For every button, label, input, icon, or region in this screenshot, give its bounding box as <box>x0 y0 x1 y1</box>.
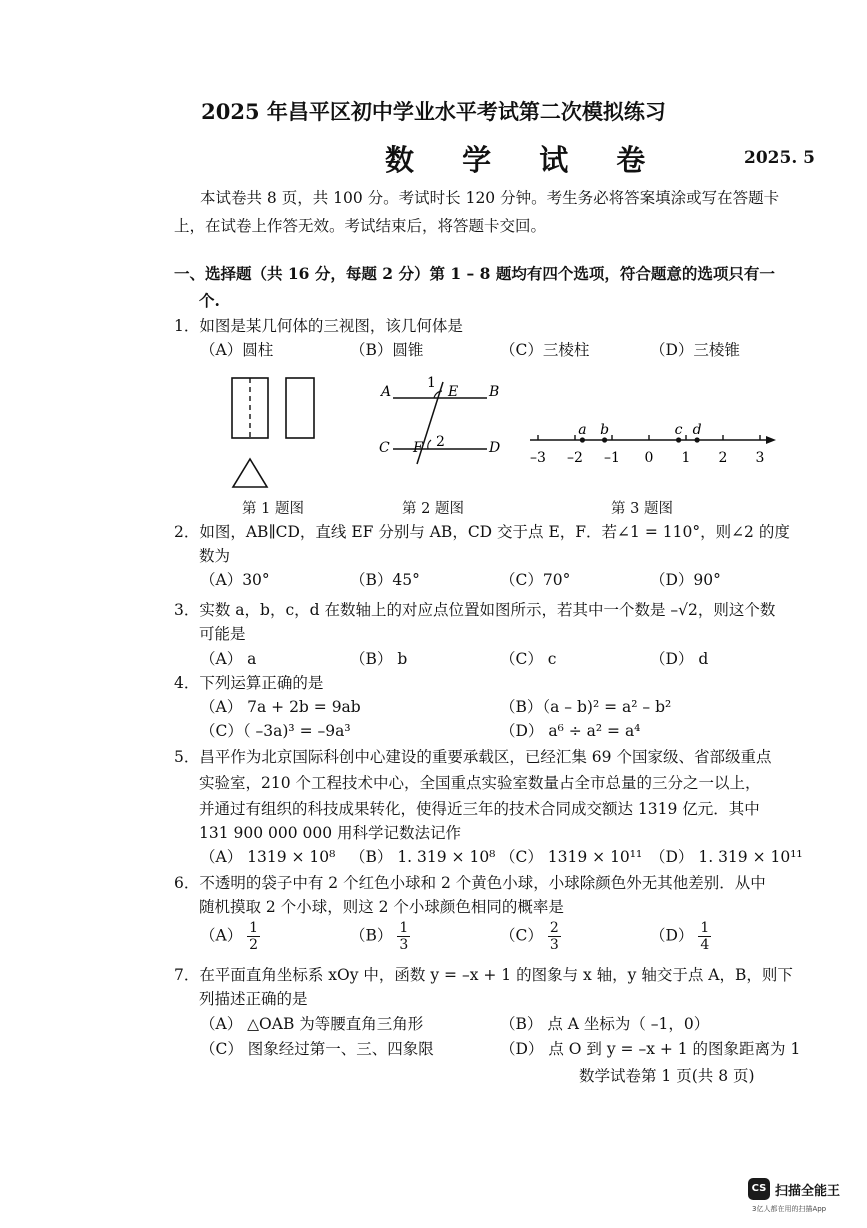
point-a <box>580 437 585 442</box>
tick-label: –1 <box>604 450 620 466</box>
q6-option-c-fraction <box>548 920 561 953</box>
point-b <box>602 437 607 442</box>
caption-figure-1: 第 1 题图 <box>242 501 304 517</box>
section-heading-line-1: 一、选择题（共 16 分，每题 2 分）第 1 – 8 题均有四个选项，符合题意的选项只有一 <box>174 264 775 283</box>
q5-option-d: （D） 1. 319 × 10¹¹ <box>650 848 803 866</box>
tick-label: 2 <box>718 450 728 466</box>
q3-option-c: （C） c <box>500 650 557 668</box>
q6-option-a-label: （A） <box>200 926 243 945</box>
page-footer: 数学试卷第 1 页(共 8 页) <box>579 1067 755 1085</box>
tick-label: –3 <box>530 450 546 466</box>
denominator: 4 <box>700 937 710 953</box>
label-e: E <box>448 384 459 400</box>
subject-title: 数 学 试 卷 <box>385 143 665 177</box>
q5-line-1: 5．昌平作为北京国际科创中心建设的重要承载区，已经汇集 69 个国家级、省部级重点 <box>174 748 772 766</box>
q7-option-d: （D） 点 O 到 y = –x + 1 的图象距离为 1 <box>500 1040 801 1058</box>
instructions-line-2: 上，在试卷上作答无效。考试结束后，将答题卡交回。 <box>174 217 547 235</box>
tick-label: –2 <box>567 450 583 466</box>
numerator: 1 <box>399 920 409 936</box>
q2-option-b: （B）45° <box>350 571 420 589</box>
top-view-triangle <box>233 459 267 487</box>
point-label-b: b <box>600 422 610 438</box>
numerator: 1 <box>249 920 259 936</box>
q6-option-a <box>200 920 260 953</box>
q6-line-1: 6．不透明的袋子中有 2 个红色小球和 2 个黄色小球，小球除颜色外无其他差别．从中 <box>174 874 766 892</box>
q1-option-c: （C）三棱柱 <box>500 341 590 359</box>
point-label-d: d <box>692 422 702 438</box>
q6-option-c <box>500 920 561 953</box>
numerator: 1 <box>700 920 710 936</box>
q5-line-3: 并通过有组织的科技成果转化，使得近三年的技术合同成交额达 1319 亿元．其中 <box>199 800 760 818</box>
scanner-app-name: 扫描全能王 <box>775 1184 841 1199</box>
figure-3-number-line <box>520 420 785 470</box>
q4-option-c: （C）（ –3a)³ = –9a³ <box>200 722 351 740</box>
exam-date: 2025. 5 <box>744 148 815 168</box>
label-d: D <box>489 440 501 456</box>
q4-option-d: （D） a⁶ ÷ a² = a⁴ <box>500 722 641 740</box>
number-line-arrow <box>766 436 776 444</box>
q3-line-1: 3．实数 a，b，c，d 在数轴上的对应点位置如图所示，若其中一个数是 –√2，则这个数 <box>174 601 776 619</box>
q5-line-4: 131 900 000 000 用科学记数法记作 <box>199 824 462 842</box>
label-f: F <box>413 440 423 456</box>
q1-stem: 1．如图是某几何体的三视图，该几何体是 <box>174 317 463 335</box>
q3-option-a: （A） a <box>200 650 257 668</box>
q7-option-c: （C） 图象经过第一、三、四象限 <box>200 1040 434 1058</box>
point-d <box>695 437 700 442</box>
q6-option-c-label: （C） <box>500 926 543 945</box>
denominator: 2 <box>249 937 259 953</box>
label-angle-2: 2 <box>436 434 445 450</box>
q2-line-2: 数为 <box>199 547 231 565</box>
point-label-c: c <box>674 422 683 438</box>
q3-option-d: （D） d <box>650 650 709 668</box>
q1-option-b: （B）圆锥 <box>350 341 424 359</box>
figure-1-three-views <box>225 375 325 493</box>
q5-line-2: 实验室，210 个工程技术中心，全国重点实验室数量占全市总量的三分之一以上， <box>199 774 761 792</box>
caption-figure-3: 第 3 题图 <box>611 501 673 517</box>
label-a: A <box>381 384 392 400</box>
q7-option-b: （B） 点 A 坐标为（ –1，0） <box>500 1015 710 1033</box>
q5-option-c: （C） 1319 × 10¹¹ <box>500 848 643 866</box>
q2-option-c: （C）70° <box>500 571 571 589</box>
q2-line-1: 2．如图，AB∥CD，直线 EF 分别与 AB，CD 交于点 E，F．若∠1 = 110°，则∠2 的度 <box>174 523 790 541</box>
q4-stem: 4．下列运算正确的是 <box>174 674 324 692</box>
q6-option-d-fraction <box>698 920 711 953</box>
q6-option-d <box>650 920 711 953</box>
tick-label: 1 <box>681 450 691 466</box>
scanner-app-logo-icon: CS <box>748 1178 770 1200</box>
angle-2-arc <box>428 440 431 449</box>
q6-option-b <box>350 920 410 953</box>
figure-2-parallel-lines <box>375 372 510 467</box>
q6-option-d-label: （D） <box>650 926 694 945</box>
q5-option-a: （A） 1319 × 10⁸ <box>200 848 336 866</box>
denominator: 3 <box>549 937 559 953</box>
scanner-app-slogan: 3亿人都在用的扫描App <box>752 1205 827 1213</box>
q5-option-b: （B） 1. 319 × 10⁸ <box>350 848 496 866</box>
side-view-rect <box>286 378 314 438</box>
q3-option-b: （B） b <box>350 650 408 668</box>
q7-line-1: 7．在平面直角坐标系 xOy 中，函数 y = –x + 1 的图象与 x 轴，y 轴交于点 A，B，则下 <box>174 966 793 984</box>
caption-figure-2: 第 2 题图 <box>402 501 464 517</box>
q4-option-a: （A） 7a + 2b = 9ab <box>200 698 361 716</box>
q4-option-b: （B）（a – b)² = a² – b² <box>500 698 672 716</box>
denominator: 3 <box>399 937 409 953</box>
q6-option-a-fraction <box>247 920 260 953</box>
q6-line-2: 随机摸取 2 个小球，则这 2 个小球颜色相同的概率是 <box>199 898 564 916</box>
point-label-a: a <box>578 422 587 438</box>
q3-line-2: 可能是 <box>199 625 246 643</box>
q6-option-b-label: （B） <box>350 926 393 945</box>
q2-option-d: （D）90° <box>650 571 721 589</box>
numerator: 2 <box>549 920 559 936</box>
q1-option-a: （A）圆柱 <box>200 341 274 359</box>
section-heading-line-2: 个. <box>199 291 220 310</box>
q7-option-a: （A） △OAB 为等腰直角三角形 <box>200 1015 424 1033</box>
label-b: B <box>489 384 500 400</box>
exam-title: 2025 年昌平区初中学业水平考试第二次模拟练习 <box>201 99 666 124</box>
point-c <box>676 437 681 442</box>
q7-line-2: 列描述正确的是 <box>199 990 308 1008</box>
q1-option-d: （D）三棱锥 <box>650 341 740 359</box>
instructions-line-1: 本试卷共 8 页，共 100 分。考试时长 120 分钟。考生务必将答案填涂或写在答题卡 <box>200 189 780 207</box>
label-c: C <box>379 440 390 456</box>
label-angle-1: 1 <box>427 375 436 391</box>
q2-option-a: （A）30° <box>200 571 270 589</box>
tick-label: 0 <box>644 450 654 466</box>
tick-label: 3 <box>755 450 765 466</box>
q6-option-b-fraction <box>397 920 410 953</box>
